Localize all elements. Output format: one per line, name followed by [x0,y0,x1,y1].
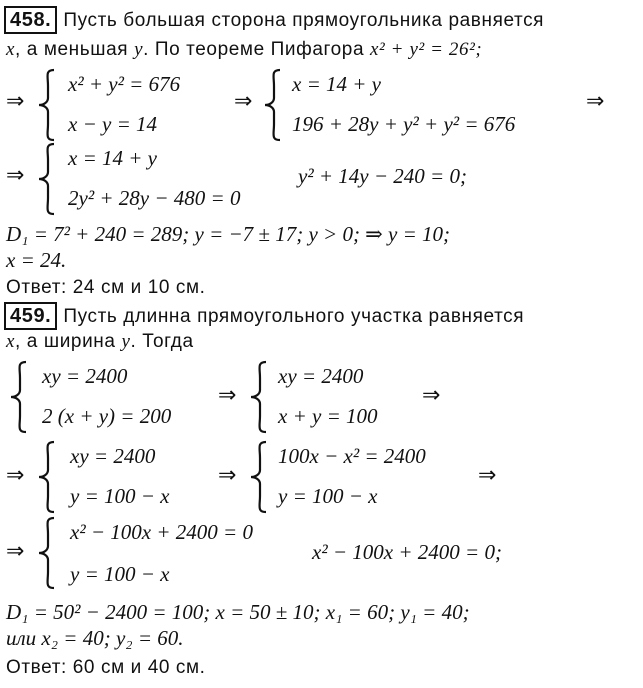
system-brace [248,440,270,514]
system-equation: y = 100 − x [70,484,170,508]
problem-number-458: 458. [4,6,57,34]
system-equation: 196 + 28y + y² + y² = 676 [292,112,516,136]
implies-arrow: ⇒ [6,539,25,564]
problem-458-intro [4,6,544,34]
var-x: x [6,331,16,352]
problem-459-line2 [6,330,194,354]
system-equation: xy = 2400 [42,364,128,388]
system-brace [36,516,58,590]
system-brace [36,142,58,216]
discriminant-line: D₁ = 7² + 240 = 289; y = −7 ± 17; y > 0; ⇒ y = 10; [6,222,451,246]
quadratic-equation: x² − 100x + 2400 = 0; [312,540,502,564]
system-equation: 100x − x² = 2400 [278,444,426,468]
system-equation: 2 (x + y) = 200 [42,404,172,428]
system-equation: xy = 2400 [70,444,156,468]
system-equation: x = 14 + y [292,72,381,96]
text: , а ширина [15,331,122,352]
x-value: x = 24. [6,248,67,272]
var-y: y [134,39,144,60]
roots-line: или x₂ = 40; y₂ = 60. [6,626,184,650]
implies-arrow: ⇒ [6,89,25,114]
text: . Тогда [130,331,194,352]
implies-arrow: ⇒ [6,463,25,488]
discriminant-line: D₁ = 50² − 2400 = 100; x = 50 ± 10; x₁ = 60; y₁ = 40; [6,600,470,624]
implies-arrow: ⇒ [6,163,25,188]
system-brace [262,68,284,142]
implies-arrow: ⇒ [422,383,441,408]
var-y: y [121,331,131,352]
system-brace [248,360,270,434]
problem-459-intro [4,302,524,330]
text: , а меньшая [15,39,135,60]
system-brace [36,440,58,514]
answer-459: Ответ: 60 см и 40 см. [6,657,206,678]
system-equation: x − y = 14 [68,112,157,136]
implies-arrow: ⇒ [478,463,497,488]
system-equation: x + y = 100 [278,404,378,428]
problem-458-line2 [6,38,482,62]
system-equation: x² − 100x + 2400 = 0 [70,520,253,544]
intro-text: Пусть большая сторона прямоугольника равняется [63,10,545,31]
answer-458: Ответ: 24 см и 10 см. [6,277,206,298]
system-equation: xy = 2400 [278,364,364,388]
intro-text: Пусть длинна прямоугольного участка равняется [63,306,525,327]
system-equation: x = 14 + y [68,146,157,170]
implies-arrow: ⇒ [218,383,237,408]
system-equation: y = 100 − x [278,484,378,508]
system-equation: x² + y² = 676 [68,72,181,96]
system-equation: y = 100 − x [70,562,170,586]
system-brace [36,68,58,142]
text: . По теореме Пифагора [143,39,370,60]
quadratic-equation: y² + 14y − 240 = 0; [298,164,467,188]
implies-arrow: ⇒ [218,463,237,488]
implies-arrow: ⇒ [586,89,605,114]
var-x: x [6,39,16,60]
implies-arrow: ⇒ [234,89,253,114]
problem-number-459: 459. [4,302,57,330]
system-brace [8,360,30,434]
system-equation: 2y² + 28y − 480 = 0 [68,186,241,210]
pythagoras-equation: x² + y² = 26²; [370,39,483,60]
